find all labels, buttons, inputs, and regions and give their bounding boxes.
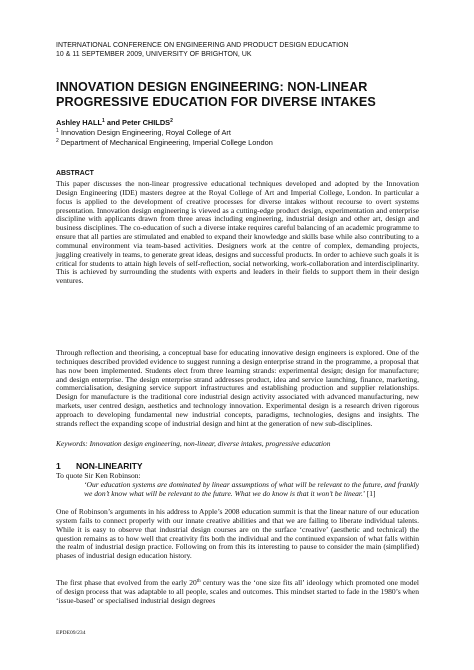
- section-heading: [56, 461, 143, 471]
- affiliation-2-sup: 2: [56, 138, 59, 144]
- affiliation-1-sup: 1: [56, 128, 59, 134]
- abstract-paragraph-1: This paper discusses the non-linear progressive educational techniques developed and adopted by the Innovation Design Engineering (IDE) masters degree at the Royal College of Art and Imperial College, London. In particular a focus is applied to the development of creative processes for diverse intakes without recourse to overt systems presentation. Innovation design engineering is viewed as a cutting-edge product design, experimentation and enterprise discipline with applicants drawn from three areas including engineering, industrial design and other art, design and business disciplines. The co-education of such a diverse intake requires careful balancing of an academic programme to ensure that all parties are stimulated and enabled to expand their knowledge and skills base while also contributing to a communal environment via team-based activities. Designers work at the centre of complex, demanding projects, juggling creatively in teams, to generate great ideas, designs and successful products. In order to achieve such goals it is critical for students to attain high levels of self-reflection, social networking, work-collaboration and interdisciplinarity. This is achieved by surrounding the students with experts and leaders in their fields to support them in their design ventures.: [56, 179, 419, 286]
- paragraph-2-ordinal: th: [196, 579, 201, 584]
- paragraph-2-start: The first phase that evolved from the early 20: [56, 578, 197, 587]
- section-paragraph-1: One of Robinson’s arguments in his address to Apple’s 2008 education summit is that the linear nature of our education system fails to connect properly with our innate creative abilities and that we are failing to liberate individual talents. While it is easy to observe that industrial design courses are on the surface ‘creative’ (aesthetic and technical) the question remains as to how well that creativity fits both the individual and the continued expansion of what falls within the realm of industrial design practice. Following on from this its interesting to pause to consider the main (simplified) phases of industrial design education history.: [56, 507, 419, 561]
- author-block: [56, 118, 436, 148]
- quote-text: ‘Our education systems are dominated by linear assumptions of what will be relevant to the future, and frankly we don’t know what will be relevant to the future. What we do know is that it won’t be linear.: [84, 480, 419, 498]
- block-quote: [84, 481, 419, 499]
- author-and: and: [104, 118, 123, 127]
- paper-title: [56, 80, 436, 110]
- affiliation-1-text: Innovation Design Engineering, Royal College of Art: [60, 128, 231, 137]
- affiliation-1: [56, 128, 436, 138]
- affiliation-2: [56, 138, 436, 148]
- keywords: Keywords: Innovation design engineering, non-linear, diverse intakes, progressive education: [56, 439, 331, 448]
- section-title: NON-LINEARITY: [76, 461, 143, 471]
- conference-line-2: 10 & 11 SEPTEMBER 2009, UNIVERSITY OF BRIGHTON, UK: [56, 51, 252, 58]
- title-line-2: PROGRESSIVE EDUCATION FOR DIVERSE INTAKES: [56, 95, 376, 109]
- section-number: 1: [56, 461, 61, 471]
- affiliation-2-text: Department of Mechanical Engineering, Imperial College London: [60, 138, 273, 147]
- author-names: [56, 118, 436, 128]
- conference-header: [56, 41, 436, 59]
- author-1: Ashley HALL: [56, 118, 102, 127]
- author-2-sup: 2: [170, 118, 173, 124]
- author-2: Peter CHILDS: [122, 118, 171, 127]
- conference-line-1: INTERNATIONAL CONFERENCE ON ENGINEERING AND PRODUCT DESIGN EDUCATION: [56, 42, 349, 49]
- title-line-1: INNOVATION DESIGN ENGINEERING: NON-LINEAR: [56, 80, 368, 94]
- quote-citation: ’ [1]: [362, 488, 376, 498]
- abstract-paragraph-2: Through reflection and theorising, a conceptual base for educating innovative design engineers is explored. One of the techniques described provided evidence to suggest running a design enterprise strand in the programme, a proposal that has now been implemented. Students elect from three learning strands: experimental design; design for manufacture; and design enterprise. The design enterprise strand addresses product, idea and service launching, finance, marketing, commercialisation, designing service support infrastructures and establishing production and supplier relationships. Design for manufacture is the traditional core industrial design activity associated with advanced manufacturing, new markets, user centred design, aesthetics and technology innovation. Experimental design is a research driven rigorous approach to developing fundamental new industrial concepts, paradigms, technologies, designs and insights. The strands reflect the expanding scope of industrial design and hint at the generation of new sub-disciplines.: [56, 348, 419, 428]
- paragraph-2-rest: century was the ‘one size fits all’ ideology which promoted one model of design process that was adaptable to all people, scales and outcomes. This mindset started to fade in the 1980’s when ‘issue-based’ or specialised industrial design degrees: [56, 578, 419, 605]
- quote-intro: To quote Sir Ken Robinson:: [56, 471, 141, 480]
- abstract-heading: ABSTRACT: [56, 170, 94, 177]
- author-1-sup: 1: [102, 118, 105, 124]
- page-code: EPDE09/234: [56, 630, 86, 636]
- section-paragraph-2: [56, 579, 419, 606]
